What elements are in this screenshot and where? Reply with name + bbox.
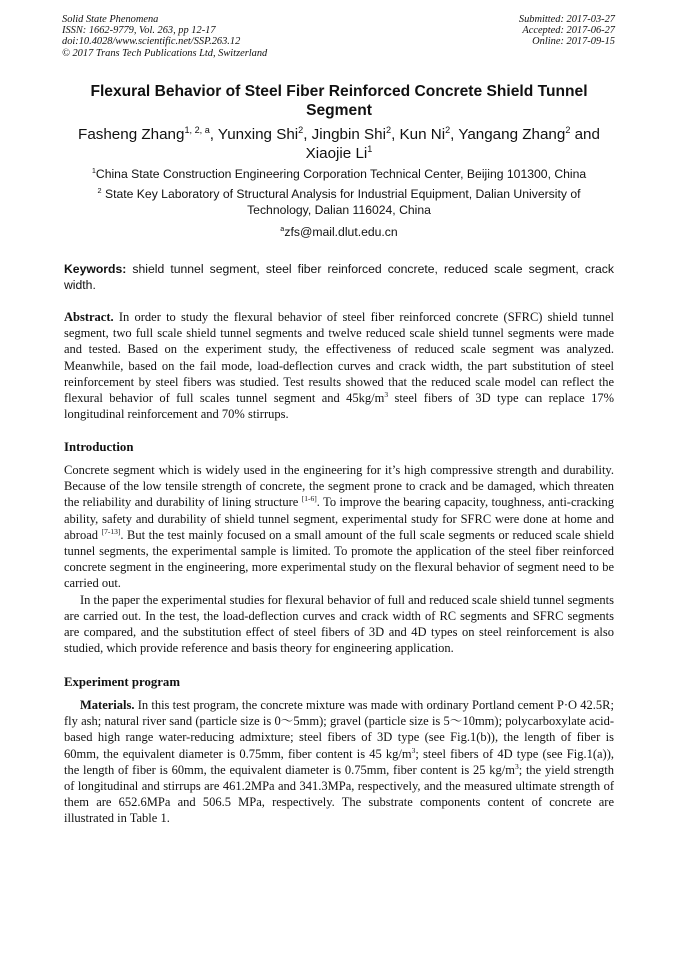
text-run: Concrete segment which is widely used in the engineering for it’s high compressive strength and durability. Because of the low tensile strength of concrete, the segment prone to crack and be damaged, which threaten the reliability and durability of lining structure [64,463,614,510]
text-run: , Kun Ni [391,126,446,143]
introduction-paragraph-1 [64,462,614,592]
submitted-date: Submitted: 2017-03-27 [518,14,615,25]
introduction-paragraph-2 [64,592,614,657]
text-run: , Yangang Zhang [450,126,566,143]
experiment-body [64,697,614,827]
superscript: 3 [411,745,416,755]
abstract [64,309,614,422]
superscript: [7-13] [101,526,121,536]
journal-name: Solid State Phenomena [62,14,159,25]
text-run: , Yunxing Shi [209,126,299,143]
text-run: . But the test mainly focused on a small amount of the full scale segments or reduced scale shield tunnel segments, the experimental sample is limited. To promote the application of the steel fiber reinforced concrete segment in the engineering, more experimental study on the flexural behavior of segment need to be carried out. [64,527,614,591]
text-run: In this test program, the concrete mixture was made with ordinary Portland cement P·O 42.5R; fly ash; natural river sand (particle size is 0～5mm); gravel (particle size is 5～10mm); polycarboxylate acid-based high range water-reducing admixture; steel fibers of 3D type (see Fig.1(b)), the length of fiber is 60mm, the equivalent diameter is 0.75mm, fiber content is 45 kg/m [64,698,614,761]
online-date: Online: 2017-09-15 [532,36,615,48]
text-run: ; steel fibers of 4D type (see Fig.1(a)), the length of fiber is 60mm, the equivalent diameter is 0.75mm, fiber content is 25 kg/m [64,746,614,777]
doi-line: doi:10.4028/www.scientific.net/SSP.263.12 [62,36,241,48]
text-run: steel fibers of 3D type can replace 17% longitudinal reinforcement and 70% stirrups. [64,391,614,422]
superscript: 1 [91,165,96,175]
superscript: 2 [298,124,304,135]
text-run: State Key Laboratory of Structural Analysis for Industrial Equipment, Dalian University of Technology, Dalian 116024, China [101,187,581,217]
text-run: and Xiaojie Li [305,126,600,162]
accepted-date: Accepted: 2017-06-27 [522,25,615,37]
superscript: 3 [384,389,389,399]
superscript: a [280,223,285,233]
superscript: 2 [97,185,102,195]
text-run: Fasheng Zhang [78,126,185,143]
run-in-heading: Abstract. [64,310,114,324]
journal-info [62,14,267,59]
section-heading-introduction: Introduction [64,440,134,454]
text-run: ; the yield strength of longitudinal and stirrups are 461.2MPa and 341.3MPa, respectively, and the measured ultimate strength of them are 652.6MPa and 506.5 MPa, respectively. The substrate components content of concrete are illustrated in Table 1. [64,762,614,826]
introduction-body [64,462,614,656]
affiliation-1 [64,166,614,182]
text-run: , Jingbin Shi [303,126,386,143]
issn-line: ISSN: 1662-9779, Vol. 263, pp 12-17 [62,25,216,37]
superscript: 1, 2, a [184,124,210,135]
text-run: . To improve the bearing capacity, toughness, anti-cracking ability, safety and durability of shield tunnel segment, experimental study for SFRC were done at home and abroad [64,495,614,542]
keywords-text: shield tunnel segment, steel fiber reinforced concrete, reduced scale segment, crack width. [64,262,614,292]
text-run: In the paper the experimental studies for flexural behavior of full and reduced scale shield tunnel segments are carried out. In the test, the load-deflection curves and crack width of RC segments and SFRC segments are compared, and the substitution effect of steel fibers of 3D and 4D types on steel reinforcement is also studied, which provide reference and basis theory for engineering application. [64,592,614,656]
materials-paragraph [64,697,614,827]
superscript: 2 [385,124,392,135]
run-in-heading: Materials. [80,698,135,712]
keywords [64,261,614,293]
text-run: In order to study the flexural behavior of steel fiber reinforced concrete (SFRC) shield tunnel segment, two full scale shield tunnel segments and twelve reduced scale shield tunnel segments were made and tested. Based on the experiment study, the effectiveness of reduced scale segment was analyzed. Meanwhile, based on the fail mode, load-deflection curves and crack width, the part substitution of steel reinforcement by steel fibers was studied. Test results showed that the reduced scale model can reflect the flexural behavior of full scales tunnel segment and 45kg/m [64,310,614,406]
section-heading-experiment: Experiment program [64,675,180,689]
superscript: 3 [514,761,519,771]
author-list [64,125,614,163]
dates-info [519,14,615,48]
text-run: zfs@mail.dlut.edu.cn [284,225,398,239]
superscript: 2 [565,124,571,135]
copyright-line: © 2017 Trans Tech Publications Ltd, Switzerland [62,47,268,59]
superscript: [1-6] [301,494,317,504]
paper-title: Flexural Behavior of Steel Fiber Reinforced Concrete Shield Tunnel Segment [90,83,588,119]
text-run: China State Construction Engineering Corporation Technical Center, Beijing 101300, China [95,167,587,181]
superscript: 2 [445,124,451,135]
corresponding-email [64,224,614,240]
affiliation-2 [64,186,614,218]
superscript: 1 [367,143,373,154]
keywords-label: Keywords: [64,262,127,276]
